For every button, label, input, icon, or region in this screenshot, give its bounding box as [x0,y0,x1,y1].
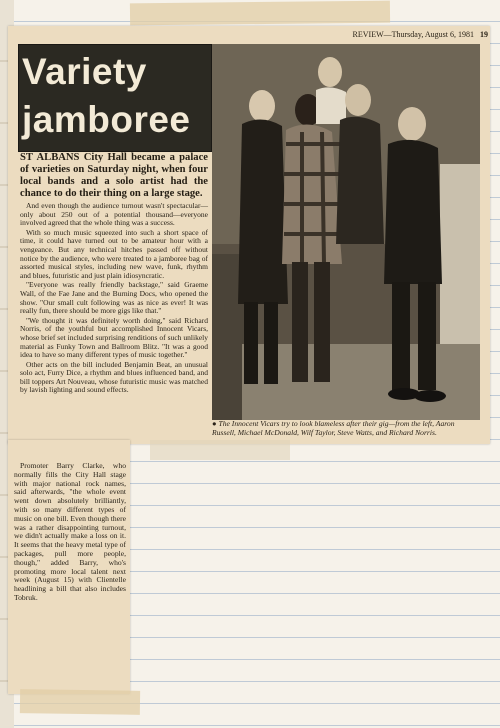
article-lead: ST ALBANS City Hall became a palace of varieties on Saturday night, when four local bands and a solo artist had the chance to do their thing on a large stage. [20,152,208,199]
publication-date: REVIEW—Thursday, August 6, 1981 [352,30,474,39]
page-number: 19 [480,30,488,39]
article-paragraph: And even though the audience turnout wasn't spectacular—only about 250 out of a potential thousand—everyone involved agreed that the whole thing was a success. [20,201,208,228]
article-paragraph: Other acts on the bill included Benjamin Beat, an unusual solo act, Furry Dice, a rhythm and blues influenced band, and bill toppers Art Nouveau, whose futuristic music was matched by lavish lighting and sound effects. [20,359,208,395]
tape-strip-middle [150,440,290,460]
headline: Variety jamboree [22,51,191,140]
article-paragraph: With so much music squeezed into such a short space of time, it could have turned out to be amateur hour with a vengeance. But any technical hitches passed off without notice by the audience, who were treated to a jamboree bag of assorted musical styles, including new wave, funk, rhythm and blues, futuristic and just plain idiosyncratic. [20,227,208,280]
band-photo [212,44,480,420]
article-body-lower [14,462,126,604]
article-paragraph: Promoter Barry Clarke, who normally fills the City Hall stage with major national rock names, said afterwards, "the whole event went down absolutely brilliantly, with so many different types of music on one bill. Even though there was a rather disappointing turnout, we didn't actually make a loss on it. It seems that the heavy metal type of packages, pull more people, though," added Barry, who's promoting more local talent next week (August 15) with Clientelle headlining a bill that also includes Tobruk. [14,461,126,602]
tape-strip-bottom [20,689,140,715]
page-header [330,30,488,42]
band-photo-illustration [212,44,480,420]
caption-bullet-icon: ● [212,419,217,428]
article-paragraph: "We thought it was definitely worth doing," said Richard Norris, of the youthful but accomplished Innocent Vicars, whose brief set included surprising renditions of such unlikely material as Funky Town and Ballroom Blitz. "It was a good idea to have so many different types of music together." [20,315,208,360]
article-body-upper [20,152,208,396]
photo-caption [212,420,480,442]
article-paragraph: "Everyone was really friendly backstage," said Graeme Wall, of the Fae Jane and the Burning Docs, who opened the show. "Our small cult following was as nice as ever! It was really fun, there should be more gigs like that." [20,280,208,316]
tape-strip-top [130,1,390,26]
caption-text: The Innocent Vicars try to look blameless after their gig—from the left, Aaron Russell, Michael McDonald, Wilf Taylor, Steve Watts, and Richard Norris. [212,419,455,437]
